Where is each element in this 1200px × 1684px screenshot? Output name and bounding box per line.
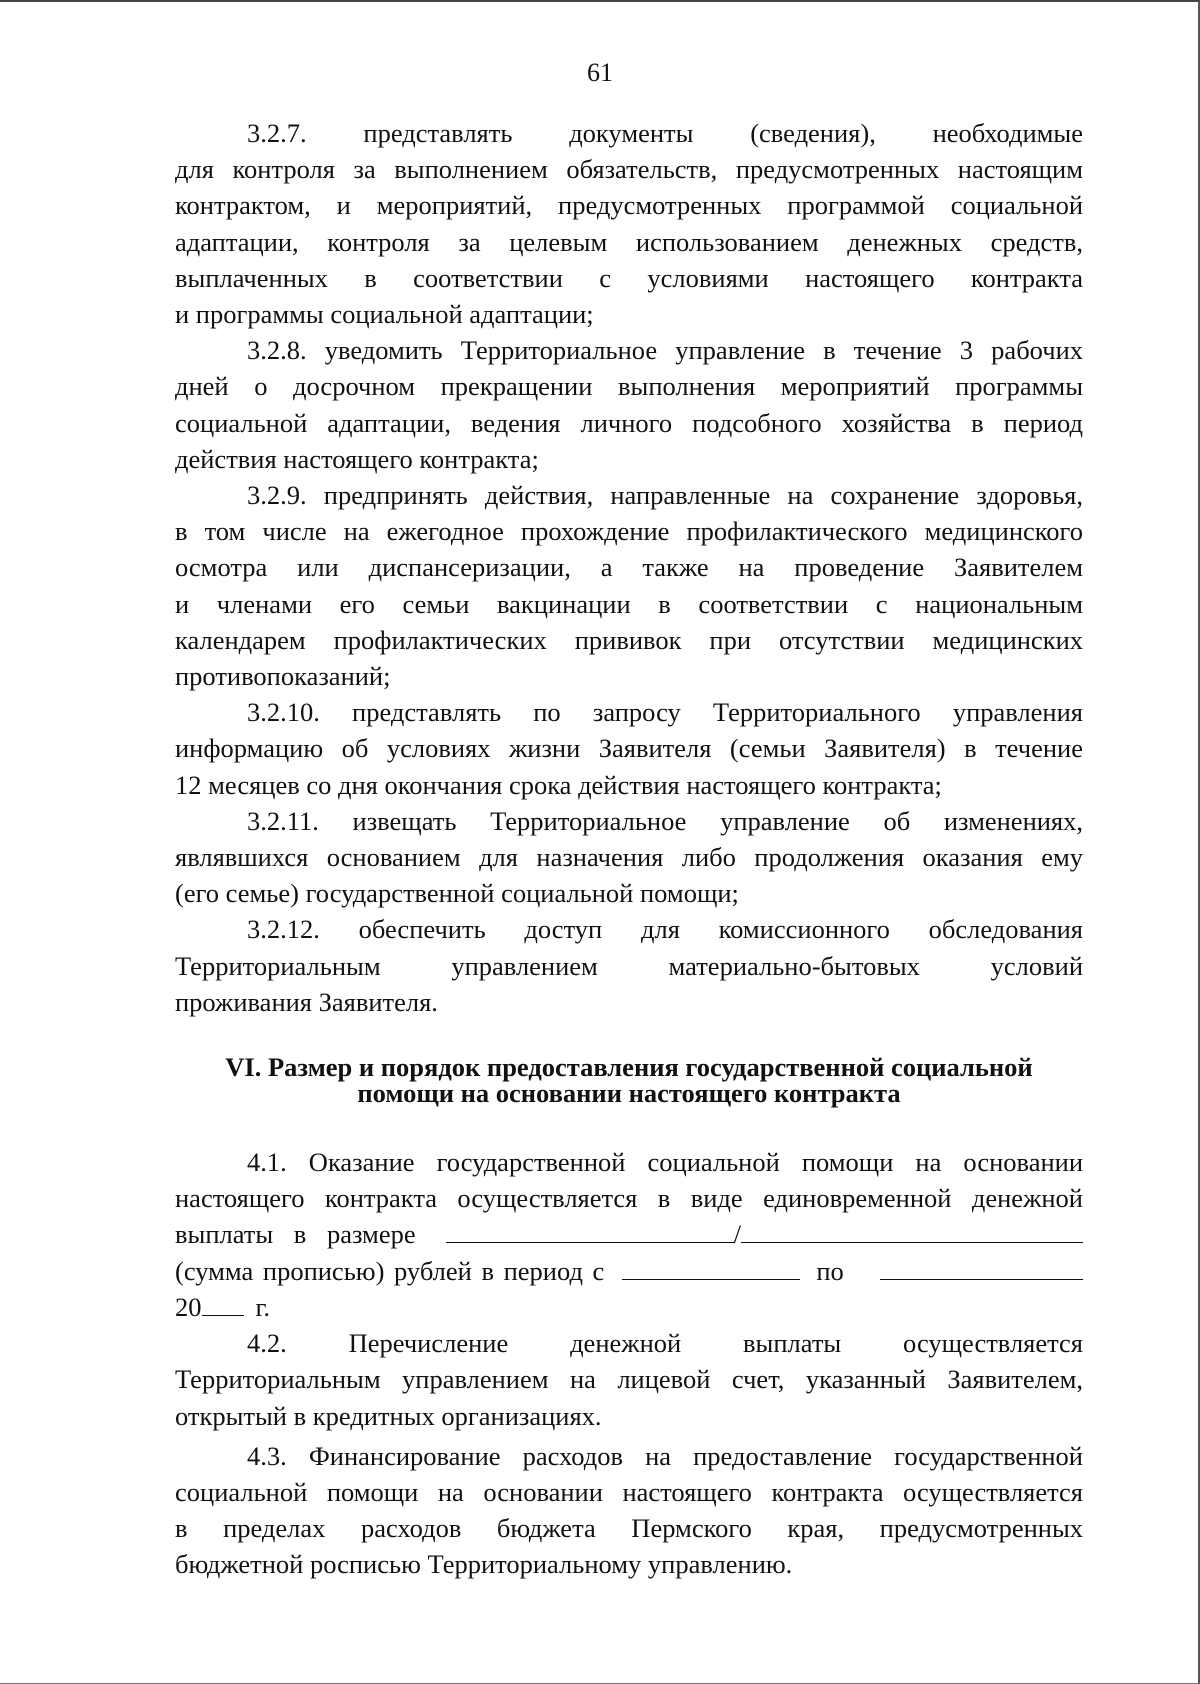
text-line: 4.2. Перечисление денежной выплаты осуществляется [247,1328,1083,1359]
text-line: и программы социальной адаптации; [175,299,594,330]
clause-4-3 [175,1438,1083,1583]
clause-3-2-11 [175,803,1083,912]
period-line [175,1253,1083,1289]
period-end-field[interactable] [880,1253,1083,1280]
section-heading [175,1052,1083,1109]
clause-3-2-8 [175,332,1083,477]
amount-line [175,1216,1083,1252]
text-line: выплаченных в соответствии с условиями настоящего контракта [175,262,1083,293]
year-field[interactable] [202,1289,244,1316]
period-to-label: по [816,1255,844,1286]
text-line: социальной помощи на основании настоящего контракта осуществляется [175,1476,1083,1507]
text-line: 3.2.10. представлять по запросу Территориального управления [247,697,1083,728]
text-line: 3.2.12. обеспечить доступ для комиссионного обследования [247,914,1083,945]
text-line: и членами его семьи вакцинации в соответствии с национальным [175,588,1083,619]
amount-words-field[interactable] [741,1216,1083,1243]
clause-4-2 [175,1325,1083,1434]
text-line: проживания Заявителя. [175,986,438,1017]
period-start-field[interactable] [622,1253,800,1280]
year-suffix: г. [255,1291,271,1322]
text-line: 3.2.7. представлять документы (сведения), необходимые [247,118,1083,148]
page-number: 61 [587,58,613,87]
amount-label: выплаты в размере [175,1219,416,1250]
text-line: Территориальным управлением на лицевой счет, указанный Заявителем, [175,1364,1083,1395]
text-line: в том числе на ежегодное прохождение профилактического медицинского [175,516,1083,547]
amount-digits-field[interactable] [446,1216,734,1243]
clause-3-2-7 [175,115,1083,332]
period-label: (сумма прописью) рублей в период с [175,1255,605,1286]
text-line: 12 месяцев со дня окончания срока действия настоящего контракта; [175,769,942,800]
year-prefix: 20 [175,1291,202,1322]
text-line: контрактом, и мероприятий, предусмотренных программой социальной [175,190,1083,221]
amount-slash: / [733,1219,741,1250]
heading-line: VI. Размер и порядок предоставления государственной социальной [225,1052,1033,1083]
text-line: 4.1. Оказание государственной социальной помощи на основании [247,1147,1083,1178]
text-line: дней о досрочном прекращении выполнения мероприятий программы [175,371,1083,402]
text-line: открытый в кредитных организациях. [175,1400,602,1431]
text-line: осмотра или диспансеризации, а также на проведение Заявителем [175,552,1083,583]
text-line: информацию об условиях жизни Заявителя (семьи Заявителя) в течение [175,733,1083,764]
text-line: 3.2.8. уведомить Территориальное управление в течение 3 рабочих [247,335,1083,366]
text-line: 3.2.11. извещать Территориальное управление об изменениях, [247,805,1083,836]
text-line: 4.3. Финансирование расходов на предоставление государственной [247,1440,1083,1471]
text-line: (его семье) государственной социальной помощи; [175,878,739,909]
clause-3-2-12 [175,911,1083,1020]
text-line: календарем профилактических прививок при отсутствии медицинских [175,624,1083,655]
text-line: Территориальным управлением материально-бытовых условий [175,950,1083,981]
text-line: для контроля за выполнением обязательств, предусмотренных настоящим [175,154,1083,185]
text-line: действия настоящего контракта; [175,443,539,474]
clause-3-2-9 [175,477,1083,694]
text-line: адаптации, контроля за целевым использованием денежных средств, [175,226,1083,257]
text-line: являвшихся основанием для назначения либо продолжения оказания ему [175,842,1083,873]
text-line: 3.2.9. предпринять действия, направленные на сохранение здоровья, [247,480,1083,511]
text-line: настоящего контракта осуществляется в виде единовременной денежной [175,1183,1083,1214]
year-line [175,1289,1083,1325]
text-line: социальной адаптации, ведения личного подсобного хозяйства в период [175,407,1083,438]
text-line: в пределах расходов бюджета Пермского края, предусмотренных [175,1513,1083,1544]
text-line: бюджетной росписью Территориальному управлению. [175,1549,793,1580]
clause-4-1 [175,1144,1083,1216]
clause-3-2-10 [175,694,1083,803]
text-line: противопоказаний; [175,661,391,692]
document-body [175,115,1083,1583]
heading-line: помощи на основании настоящего контракта [357,1078,901,1109]
